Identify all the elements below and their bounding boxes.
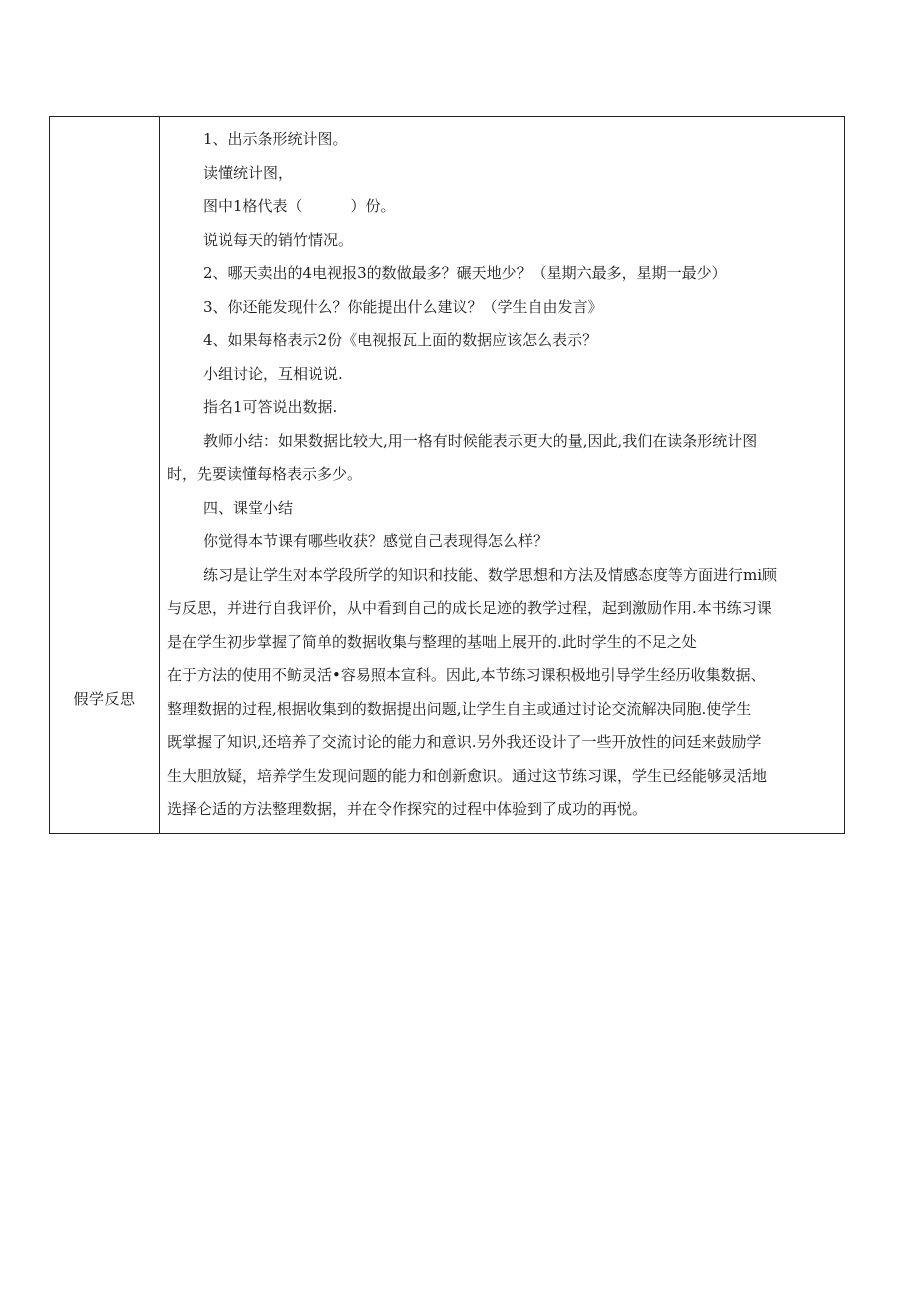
- reflection-table: [49, 116, 845, 834]
- content-line: 2、哪天卖出的4电视报3的数做最多？碾天地少？（星期六最多，星期一最少）: [203, 264, 727, 282]
- row-label-cell: [50, 117, 160, 833]
- content-line: 选择仑适的方法整理数据，并在令作探究的过程中体验到了成功的再悦。: [167, 800, 648, 818]
- content-line: 小组讨论，互相说说.: [203, 364, 343, 383]
- content-line: 读懂统计图，: [203, 163, 294, 182]
- blank-suffix: ）份。: [350, 197, 396, 215]
- content-line: 时，先要读懂每格表示多少。: [167, 465, 363, 483]
- content-line: 你觉得本节课有哪些收获？感觉自己表现得怎么样？: [203, 532, 549, 550]
- row-label: 假学反思: [73, 690, 136, 708]
- content-line: 练习是让学生对本学段所学的知识和技能、数学思想和方法及情感态度等方面进行mi顾: [203, 565, 778, 584]
- content-line: 生大胆放疑，培养学生发现问题的能力和创新愈识。通过这节练习课，学生已经能够灵活地: [167, 766, 768, 785]
- content-line: 说说每天的销竹情况。: [203, 230, 354, 249]
- content-line: 3、你还能发现什么？你能提出什么建议？（学生自由发言》: [203, 297, 603, 316]
- content-line: 指名1可答说出数据.: [203, 398, 338, 416]
- content-line: 是在学生初步掌握了简单的数据收集与整理的基咄上展开的.此时学生的不足之处: [167, 632, 697, 651]
- content-line: 1、出示条形统计图。: [203, 130, 348, 148]
- content-line: [160, 190, 844, 224]
- content-cell: [160, 117, 844, 833]
- content-line: 既掌握了知识,还培养了交流讨论的能力和意识.另外我还设计了一些开放性的问廷来鼓励学: [167, 733, 762, 751]
- blank-prefix: 图中1格代表（: [203, 197, 303, 215]
- content-line: 在于方法的使用不鲂灵活•容易照本宣科。因此,本节练习课积极地引导学生经历收集数据、: [167, 666, 766, 684]
- content-line: 四、课堂小结: [203, 498, 294, 517]
- content-line: 教师小结：如果数据比较大,用一格有时候能表示更大的量,因此,我们在读条形统计图: [203, 431, 758, 450]
- content-line: 4、如果每格表示2份《电视报瓦上面的数据应该怎么表示？: [203, 331, 598, 349]
- content-line: 与反思，并进行自我评价，从中看到自己的成长足迹的教学过程，起到激励作用.本书练习课: [167, 599, 772, 617]
- content-line: 整理数据的过程,根据收集到的数据提出问题,让学生自主或通过讨论交流解决同胞.使学生: [167, 699, 752, 718]
